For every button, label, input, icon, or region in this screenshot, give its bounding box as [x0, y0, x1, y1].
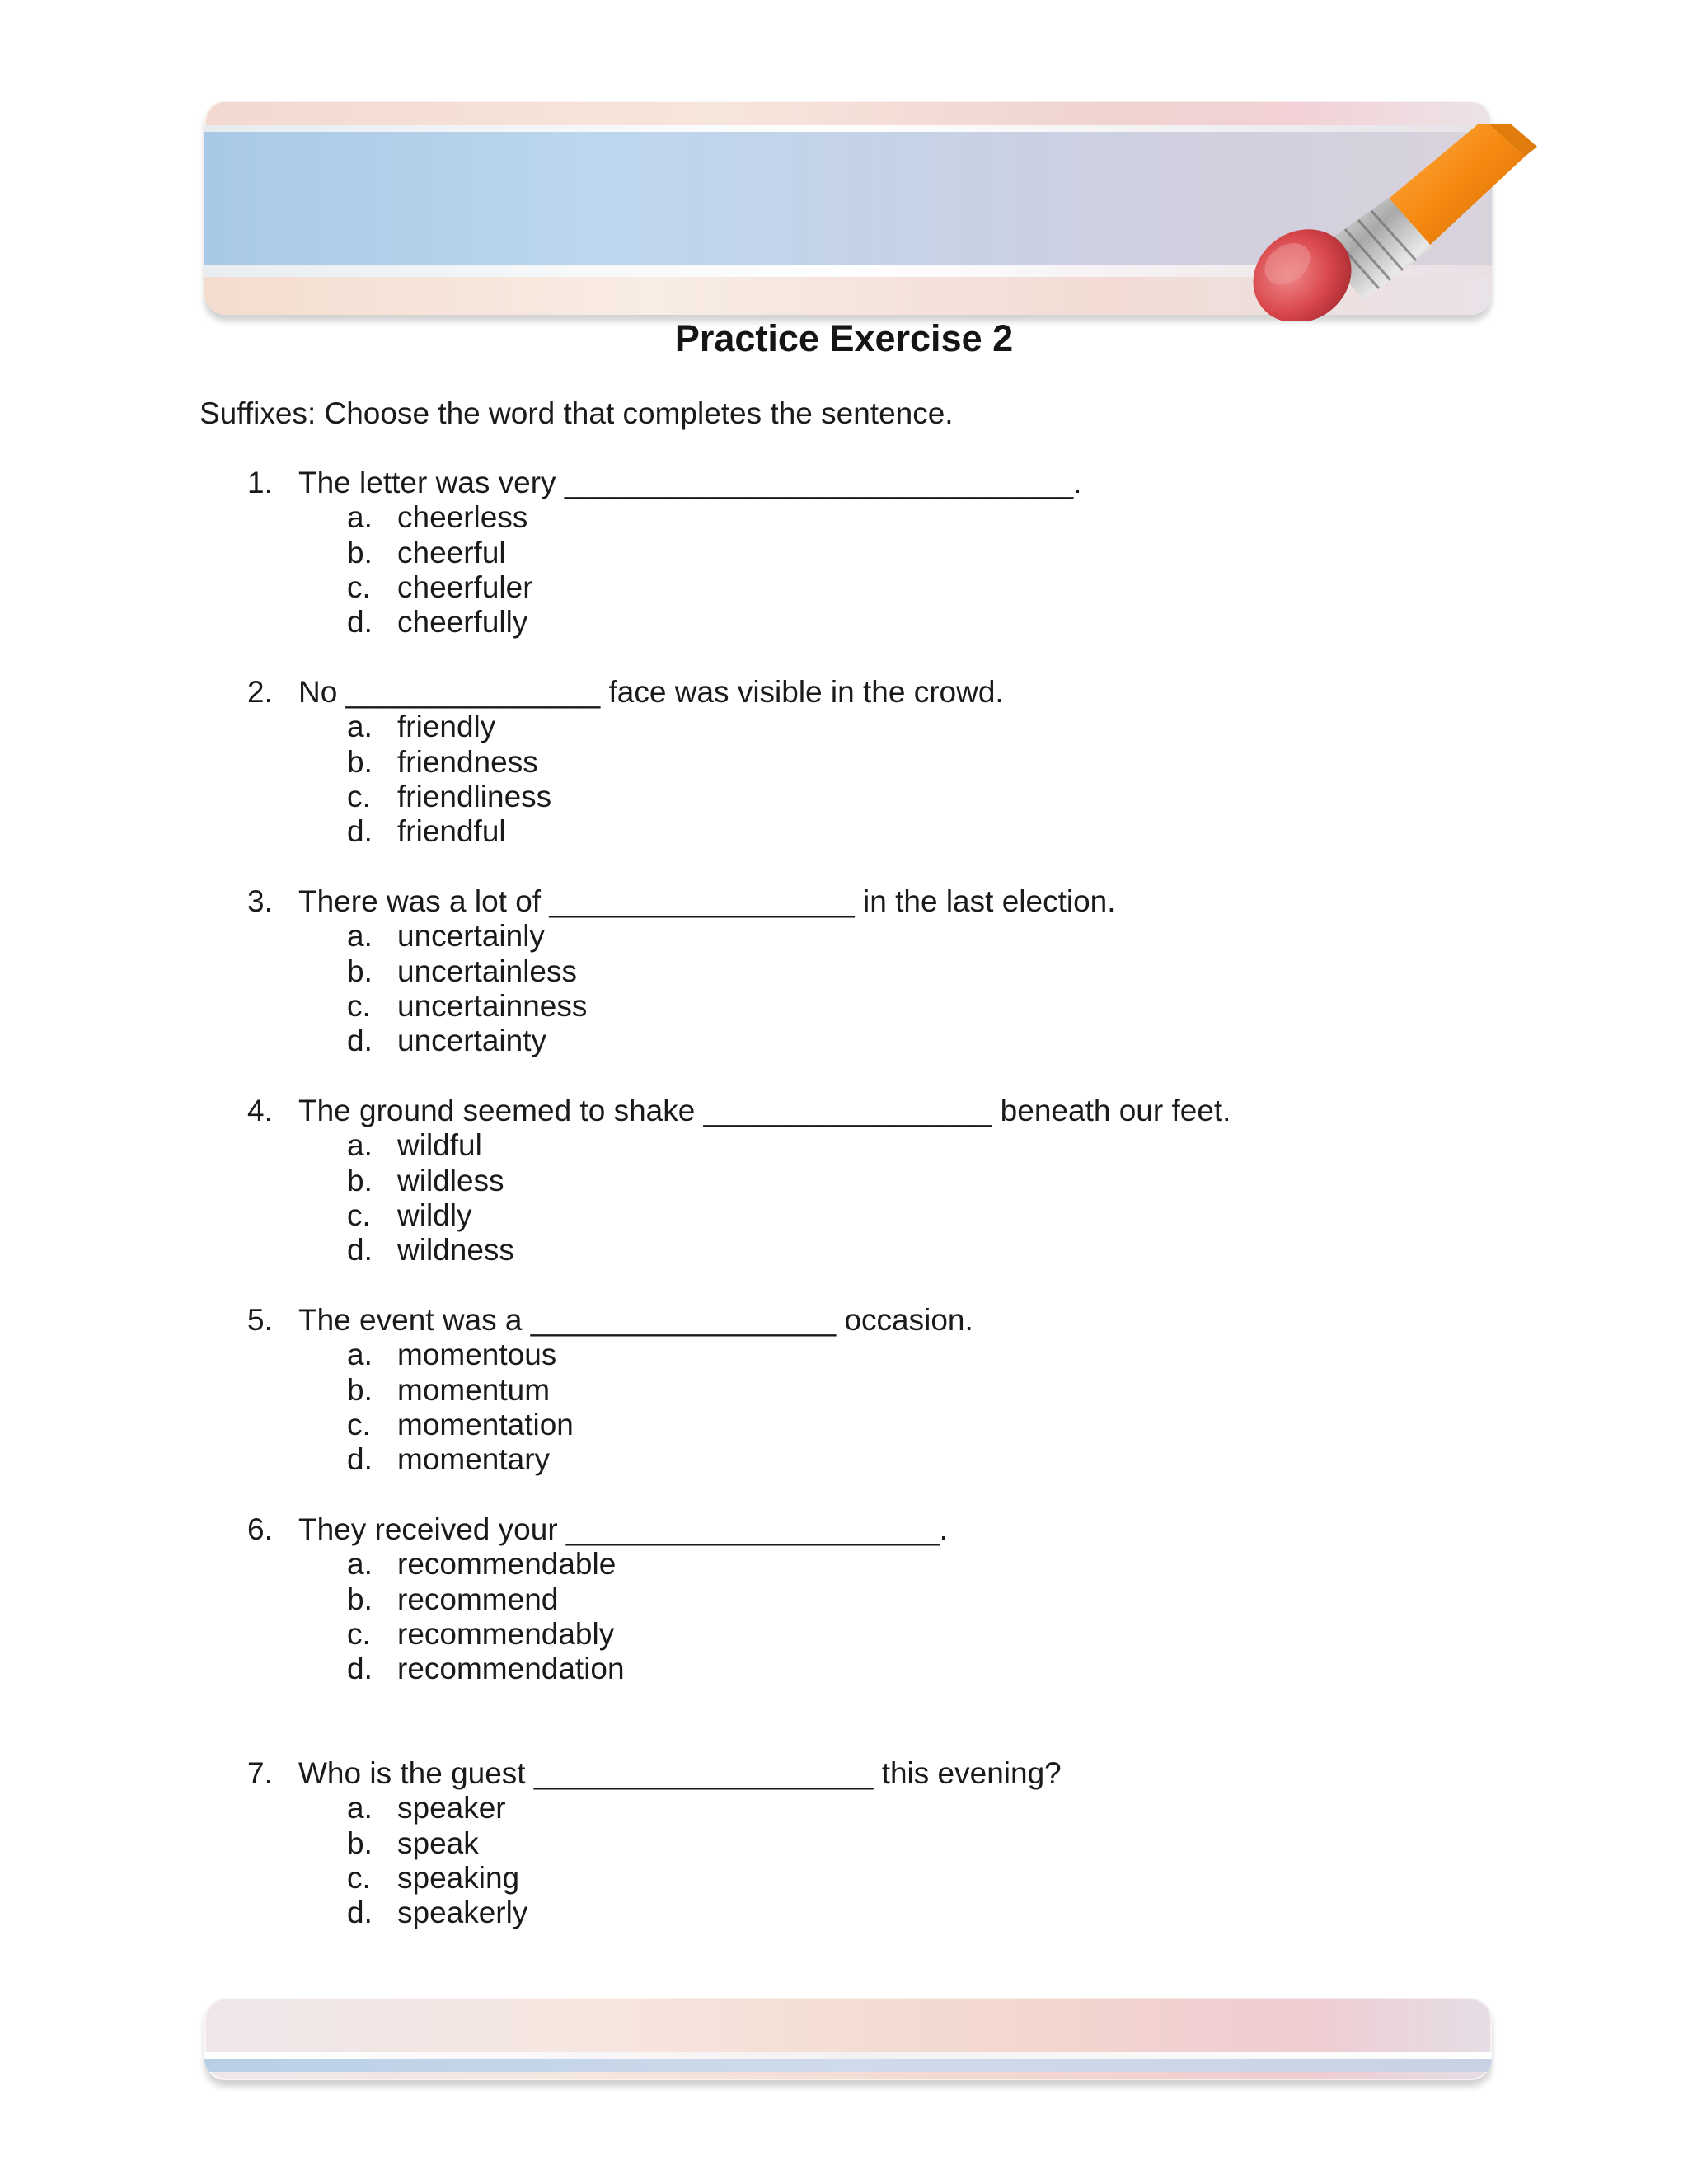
- question-number: 6.: [247, 1512, 273, 1546]
- option-letter: a.: [347, 710, 373, 744]
- option-text: wildly: [397, 1197, 472, 1232]
- question-number: 3.: [247, 884, 273, 918]
- answer-option[interactable]: [0, 1826, 1688, 1861]
- option-letter: d.: [347, 1024, 373, 1058]
- option-text: recommendably: [397, 1616, 615, 1651]
- option-text: uncertainless: [397, 954, 578, 988]
- question-2: [0, 675, 1688, 849]
- question-5: [0, 1303, 1688, 1477]
- option-text: wildness: [397, 1233, 514, 1268]
- option-letter: a.: [347, 500, 373, 535]
- option-text: recommendation: [397, 1652, 625, 1686]
- footer-banner: [204, 1998, 1492, 2080]
- option-letter: d.: [347, 814, 373, 849]
- option-letter: b.: [347, 1372, 373, 1407]
- answer-option[interactable]: [0, 500, 1688, 535]
- answer-option[interactable]: [0, 1024, 1688, 1058]
- answer-option[interactable]: [0, 919, 1688, 954]
- option-text: cheerless: [397, 500, 528, 535]
- option-letter: b.: [347, 1582, 373, 1616]
- option-text: speakerly: [397, 1896, 528, 1930]
- answer-option[interactable]: [0, 1896, 1688, 1930]
- option-letter: b.: [347, 954, 373, 988]
- answer-option[interactable]: [0, 814, 1688, 849]
- page-title: Practice Exercise 2: [674, 317, 1014, 359]
- option-text: uncertainty: [397, 1024, 546, 1058]
- answer-option[interactable]: [0, 1233, 1688, 1268]
- answer-option[interactable]: [0, 1547, 1688, 1582]
- banner-stripe: [204, 2052, 1492, 2059]
- option-text: momentum: [397, 1372, 551, 1407]
- option-letter: a.: [347, 1791, 373, 1825]
- question-number: 7.: [247, 1756, 273, 1790]
- answer-option[interactable]: [0, 605, 1688, 640]
- option-text: uncertainly: [397, 919, 545, 954]
- option-letter: c.: [347, 1407, 371, 1441]
- option-text: speak: [397, 1825, 479, 1860]
- option-letter: c.: [347, 779, 371, 813]
- answer-option[interactable]: [0, 1652, 1688, 1686]
- option-text: speaking: [397, 1860, 520, 1895]
- option-letter: d.: [347, 605, 373, 640]
- answer-option[interactable]: [0, 1164, 1688, 1198]
- option-letter: a.: [347, 1547, 373, 1582]
- banner-blue-band: [204, 2059, 1492, 2072]
- question-number: 5.: [247, 1303, 273, 1337]
- option-letter: c.: [347, 1860, 371, 1895]
- answer-option[interactable]: [0, 1373, 1688, 1408]
- option-text: friendful: [397, 814, 506, 849]
- option-letter: a.: [347, 1338, 373, 1372]
- option-text: wildful: [397, 1128, 482, 1163]
- option-letter: a.: [347, 919, 373, 954]
- question-3: [0, 884, 1688, 1058]
- answer-option[interactable]: [0, 745, 1688, 780]
- option-text: recommend: [397, 1582, 559, 1616]
- option-text: friendly: [397, 710, 496, 744]
- answer-option[interactable]: [0, 570, 1688, 605]
- answer-option[interactable]: [0, 1791, 1688, 1825]
- question-number: 2.: [247, 675, 273, 709]
- option-text: momentary: [397, 1442, 551, 1477]
- pencil-eraser-icon: [1212, 124, 1558, 321]
- answer-option[interactable]: [0, 1128, 1688, 1163]
- option-text: cheerfuler: [397, 569, 533, 604]
- question-sentence: The letter was very ______________________________.: [298, 466, 1082, 499]
- instructions-text: Suffixes: Choose the word that completes the sentence.: [199, 396, 954, 430]
- option-text: momentous: [397, 1338, 557, 1372]
- answer-option[interactable]: [0, 1442, 1688, 1477]
- option-text: wildless: [397, 1163, 504, 1197]
- question-sentence: They received your ______________________.: [298, 1512, 948, 1546]
- option-text: friendness: [397, 744, 538, 779]
- option-letter: d.: [347, 1896, 373, 1930]
- option-text: cheerful: [397, 535, 506, 569]
- answer-option[interactable]: [0, 780, 1688, 814]
- answer-option[interactable]: [0, 954, 1688, 989]
- option-text: recommendable: [397, 1547, 617, 1582]
- answer-option[interactable]: [0, 1338, 1688, 1372]
- question-4: [0, 1094, 1688, 1268]
- question-sentence: No _______________ face was visible in the crowd.: [298, 675, 1004, 709]
- answer-option[interactable]: [0, 989, 1688, 1024]
- question-sentence: The ground seemed to shake _________________ beneath our feet.: [298, 1094, 1231, 1127]
- option-letter: c.: [347, 569, 371, 604]
- question-sentence: There was a lot of __________________ in the last election.: [298, 884, 1116, 918]
- answer-option[interactable]: [0, 1198, 1688, 1233]
- answer-option[interactable]: [0, 1861, 1688, 1896]
- question-6: [0, 1512, 1688, 1686]
- answer-option[interactable]: [0, 710, 1688, 744]
- answer-option[interactable]: [0, 536, 1688, 570]
- option-letter: d.: [347, 1442, 373, 1477]
- question-sentence: Who is the guest ____________________ this evening?: [298, 1756, 1062, 1790]
- question-7: [0, 1756, 1688, 1930]
- question-sentence: The event was a __________________ occasion.: [298, 1303, 973, 1337]
- option-letter: b.: [347, 1825, 373, 1860]
- question-number: 1.: [247, 466, 273, 499]
- option-letter: b.: [347, 1163, 373, 1197]
- option-letter: b.: [347, 535, 373, 569]
- option-letter: d.: [347, 1233, 373, 1268]
- option-letter: c.: [347, 1616, 371, 1651]
- option-letter: c.: [347, 988, 371, 1023]
- option-letter: a.: [347, 1128, 373, 1163]
- question-number: 4.: [247, 1094, 273, 1127]
- answer-option[interactable]: [0, 1408, 1688, 1442]
- question-1: [0, 466, 1688, 640]
- option-text: uncertainness: [397, 988, 588, 1023]
- option-text: cheerfully: [397, 605, 528, 640]
- option-text: momentation: [397, 1407, 574, 1441]
- option-text: friendliness: [397, 779, 552, 813]
- option-letter: b.: [347, 744, 373, 779]
- option-letter: c.: [347, 1197, 371, 1232]
- option-text: speaker: [397, 1791, 506, 1825]
- answer-option[interactable]: [0, 1582, 1688, 1617]
- answer-option[interactable]: [0, 1617, 1688, 1652]
- option-letter: d.: [347, 1652, 373, 1686]
